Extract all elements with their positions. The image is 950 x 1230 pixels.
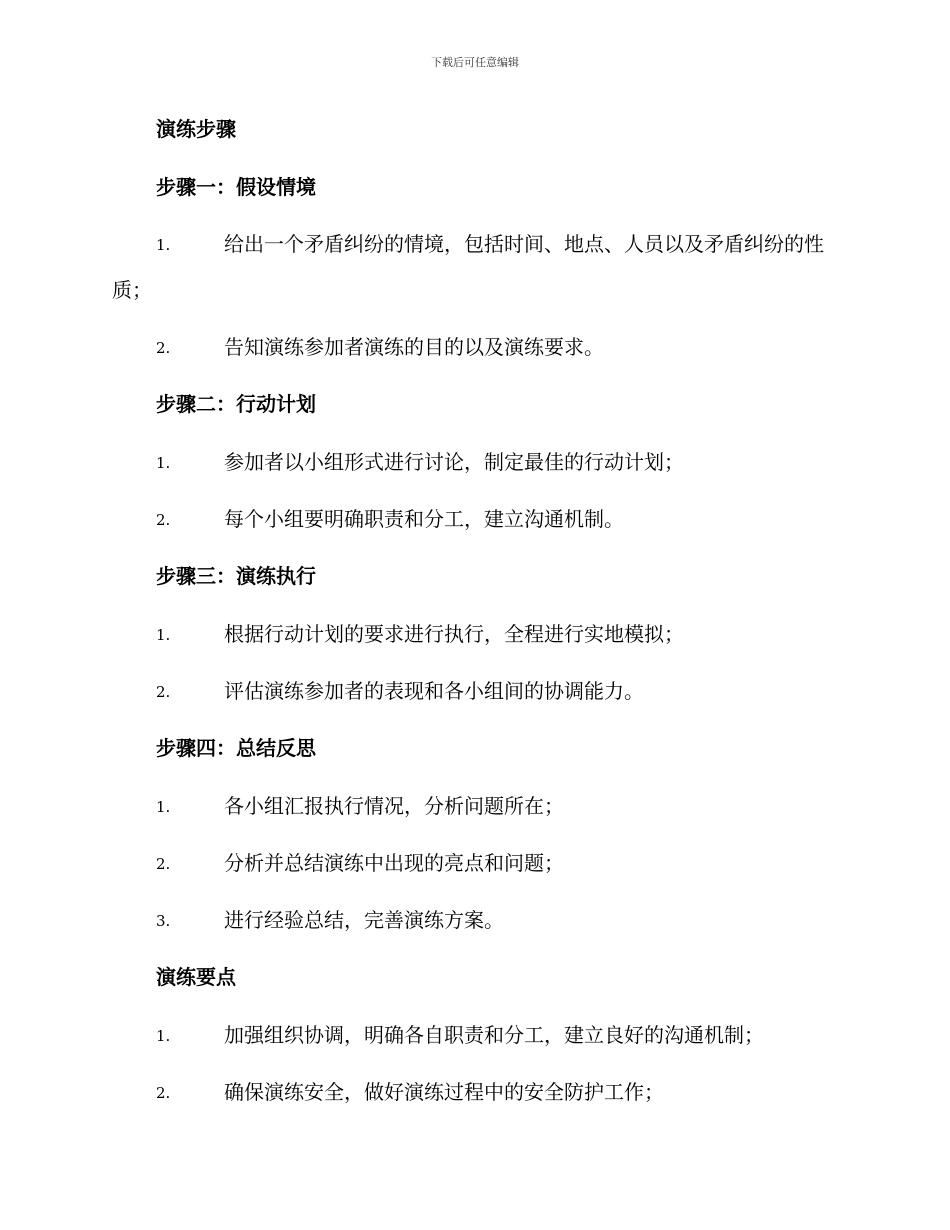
step-heading: 步骤四：总结反思 xyxy=(156,736,316,760)
list-text: 告知演练参加者演练的目的以及演练要求。 xyxy=(224,335,604,359)
list-item xyxy=(112,849,842,886)
list-text: 根据行动计划的要求进行执行，全程进行实地模拟； xyxy=(224,622,684,646)
list-text: 各小组汇报执行情况，分析问题所在； xyxy=(224,794,564,818)
list-number: 1. xyxy=(156,1027,171,1045)
list-text: 评估演练参加者的表现和各小组间的协调能力。 xyxy=(224,679,644,703)
step-heading: 步骤一：假设情境 xyxy=(156,175,316,199)
list-number: 1. xyxy=(156,454,171,472)
list-text: 确保演练安全，做好演练过程中的安全防护工作； xyxy=(224,1080,664,1104)
list-number: 2. xyxy=(156,1084,171,1102)
step-heading: 步骤二：行动计划 xyxy=(156,392,316,416)
list-number: 1. xyxy=(156,236,171,254)
section-title-steps: 演练步骤 xyxy=(156,117,236,141)
list-item xyxy=(112,505,842,542)
list-number: 3. xyxy=(156,912,171,930)
header-note: 下载后可任意编辑 xyxy=(431,56,519,69)
list-text: 给出一个矛盾纠纷的情境，包括时间、地点、人员以及矛盾纠纷的性质； xyxy=(112,232,824,302)
list-item xyxy=(112,792,842,829)
list-number: 2. xyxy=(156,511,171,529)
section-title-points: 演练要点 xyxy=(156,965,236,989)
list-item xyxy=(112,906,842,943)
list-number: 2. xyxy=(156,683,171,701)
list-item xyxy=(112,1078,842,1115)
list-item xyxy=(112,677,842,714)
list-item xyxy=(112,1021,842,1058)
list-number: 1. xyxy=(156,798,171,816)
list-text: 参加者以小组形式进行讨论，制定最佳的行动计划； xyxy=(224,450,684,474)
list-text: 进行经验总结，完善演练方案。 xyxy=(224,908,504,932)
step-heading: 步骤三：演练执行 xyxy=(156,564,316,588)
list-item xyxy=(112,448,842,485)
list-text: 加强组织协调，明确各自职责和分工，建立良好的沟通机制； xyxy=(224,1023,764,1047)
list-text: 每个小组要明确职责和分工，建立沟通机制。 xyxy=(224,507,624,531)
list-number: 2. xyxy=(156,339,171,357)
list-item xyxy=(112,333,842,370)
list-number: 1. xyxy=(156,626,171,644)
list-item xyxy=(112,620,842,657)
list-item xyxy=(112,230,842,313)
list-text: 分析并总结演练中出现的亮点和问题； xyxy=(224,851,564,875)
list-number: 2. xyxy=(156,855,171,873)
